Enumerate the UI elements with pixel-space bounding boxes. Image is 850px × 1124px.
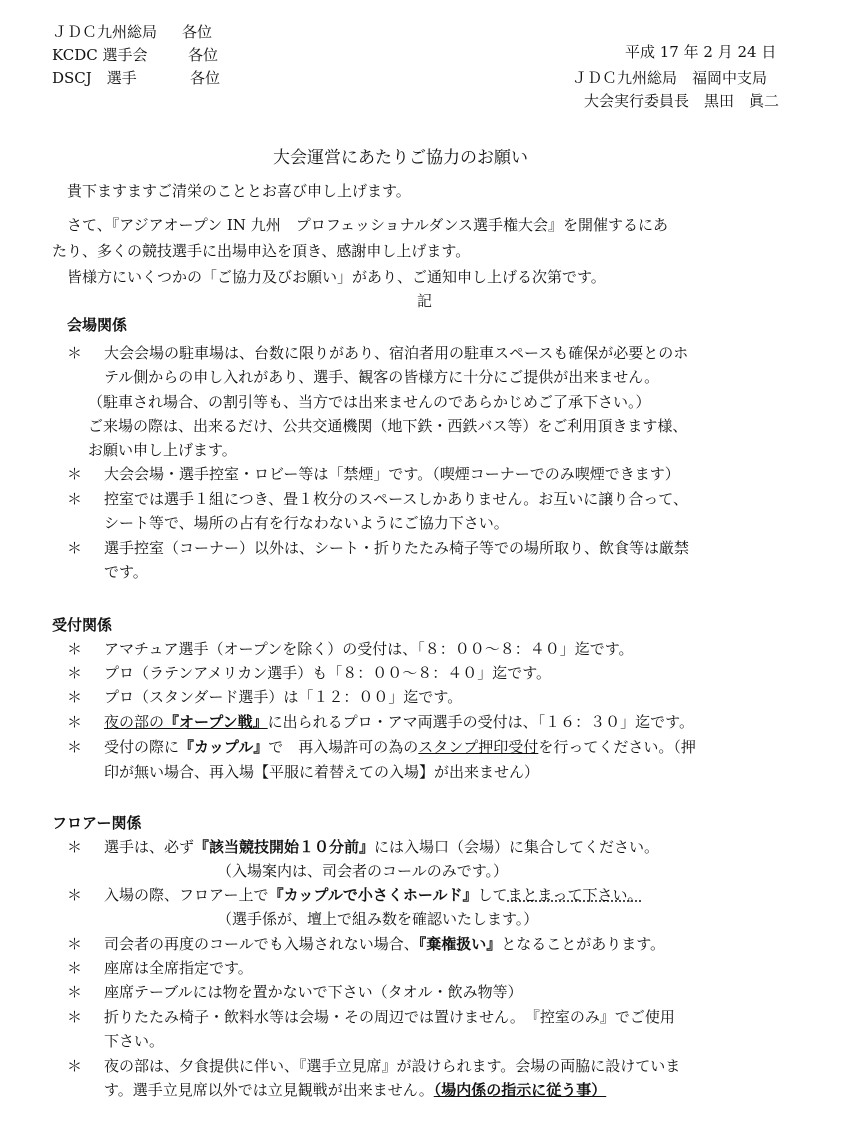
sender-name: 大会実行委員長 黒田 眞二 <box>584 92 780 110</box>
reception-item-1: アマチュア選手（オープンを除く）の受付は、「８：００～８：４０」迄です。 <box>104 640 634 658</box>
floor-item-3-pre: 司会者の再度のコールでも入場されない場合、 <box>104 935 419 953</box>
recipient-2: KCDC 選手会 <box>52 46 148 64</box>
recipient-2-suffix: 各位 <box>188 46 219 64</box>
bullet-icon: ＊ <box>67 1057 83 1075</box>
venue-item-1d: ご来場の際は、出来るだけ、公共交通機関（地下鉄・西鉄バス等）をご利用頂きます様、 <box>88 417 688 435</box>
floor-item-3-bold: 『棄権扱い』 <box>418 935 502 953</box>
reception-item-4-bold: 『オープン戦』 <box>164 713 268 731</box>
reception-item-5 <box>104 740 696 755</box>
bullet-icon: ＊ <box>67 959 83 977</box>
floor-item-1-bold: 『該当競技開始１０分前』 <box>194 838 375 856</box>
floor-item-1-pre: 選手は、必ず <box>104 838 195 856</box>
reception-item-4-pre: 夜の部の <box>104 713 165 731</box>
floor-item-2-pre: 入場の際、フロアー上で <box>104 886 269 904</box>
floor-item-1 <box>104 840 659 855</box>
floor-item-3 <box>104 937 665 952</box>
floor-item-5: 座席テーブルには物を置かないで下さい（タオル・飲み物等） <box>104 983 523 1001</box>
recipient-3-suffix: 各位 <box>190 69 221 87</box>
floor-item-1b: （入場案内は、司会者のコールのみです。） <box>217 862 509 880</box>
recipient-org: ＪＤＣ九州総局 <box>52 23 158 41</box>
reception-item-5-underline: スタンプ押印受付 <box>418 738 539 756</box>
floor-item-2-underline: まとまって下さい。 <box>507 886 643 904</box>
bullet-icon: ＊ <box>67 886 83 904</box>
bullet-icon: ＊ <box>67 738 83 756</box>
venue-item-4b: です。 <box>104 563 148 581</box>
floor-item-4: 座席は全席指定です。 <box>104 959 253 977</box>
venue-item-2: 大会会場・選手控室・ロビー等は「禁煙」です。（喫煙コーナーでのみ喫煙できます） <box>104 465 680 483</box>
bullet-icon: ＊ <box>67 983 83 1001</box>
bullet-icon: ＊ <box>67 713 83 731</box>
bullet-icon: ＊ <box>67 490 83 508</box>
venue-item-1b: テル側からの申し入れがあり、選手、観客の皆様方に十分にご提供が出来ません。 <box>104 368 660 386</box>
floor-item-7b-underline: （場内係の指示に従う事） <box>433 1081 607 1099</box>
venue-item-4a: 選手控室（コーナー）以外は、シート・折りたたみ椅子等での場所取り、飲食等は厳禁 <box>104 539 690 557</box>
floor-heading: フロアー関係 <box>52 814 142 832</box>
reception-item-5-pre: 受付の際に <box>104 738 180 756</box>
floor-item-3-post: となることがあります。 <box>501 935 666 953</box>
venue-item-1c: （駐車され場合、の割引等も、当方では出来ませんのであらかじめご了承下さい。） <box>88 393 651 411</box>
floor-item-7b-pre: す。選手立見席以外では立見観戦が出来ません。 <box>104 1081 434 1099</box>
intro-line-3: たり、多くの競技選手に出場申込を頂き、感謝申し上げます。 <box>52 242 471 260</box>
intro-line-4: 皆様方にいくつかの「ご協力及びお願い」があり、ご通知申し上げる次第です。 <box>67 268 606 286</box>
bullet-icon: ＊ <box>67 838 83 856</box>
reception-item-5-post: を行ってください。（押 <box>538 738 696 756</box>
bullet-icon: ＊ <box>67 640 83 658</box>
bullet-icon: ＊ <box>67 539 83 557</box>
reception-item-4-post: に出られるプロ・アマ両選手の受付は、「１６：３０」迄です。 <box>267 713 694 731</box>
floor-item-2b: （選手係が、壇上で組み数を確認いたします。） <box>217 910 539 928</box>
venue-item-1e: お願い申し上げます。 <box>88 441 237 459</box>
reception-item-5-mid: で 再入場許可の為の <box>268 738 419 756</box>
sender-org: ＪＤＣ九州総局 福岡中支局 <box>572 69 768 87</box>
floor-item-2-bold: 『カップルで小さくホールド』 <box>268 886 478 904</box>
venue-item-3a: 控室では選手１組につき、畳１枚分のスペースしかありません。お互いに譲り合って、 <box>104 490 688 508</box>
floor-item-1-post: には入場口（会場）に集合してください。 <box>374 838 660 856</box>
reception-item-5-bold: 『カップル』 <box>179 738 269 756</box>
recipient-1-suffix: 各位 <box>182 23 213 41</box>
reception-item-2: プロ（ラテンアメリカン選手）も「８：００～８：４０」迄です。 <box>104 664 552 682</box>
intro-line-2: さて、『アジアオープン IN 九州 プロフェッショナルダンス選手権大会』を開催するにあ <box>67 216 668 234</box>
reception-item-5b: 印が無い場合、再入場【平服に着替えての入場】が出来ません） <box>104 763 540 781</box>
bullet-icon: ＊ <box>67 465 83 483</box>
floor-item-6a: 折りたたみ椅子・飲料水等は会場・その周辺では置けません。 『控室のみ』でご使用 <box>104 1008 675 1026</box>
venue-item-3b: シート等で、場所の占有を行なわないようにご協力下さい。 <box>104 514 509 532</box>
floor-item-2 <box>104 888 643 903</box>
floor-item-2-mid: して <box>477 886 508 904</box>
reception-heading: 受付関係 <box>52 616 113 634</box>
bullet-icon: ＊ <box>67 664 83 682</box>
intro-line-1: 貴下ますますご清栄のこととお喜び申し上げます。 <box>67 182 411 200</box>
ki-marker: 記 <box>417 292 433 310</box>
venue-heading: 会場関係 <box>67 316 128 334</box>
bullet-icon: ＊ <box>67 1008 83 1026</box>
floor-item-7a: 夜の部は、夕食提供に伴い、『選手立見席』が設けられます。会場の両脇に設けていま <box>104 1057 681 1075</box>
floor-item-6b: 下さい。 <box>104 1032 165 1050</box>
recipient-1 <box>52 25 157 40</box>
reception-item-4 <box>104 715 694 730</box>
letter-date: 平成 17 年 2 月 24 日 <box>625 43 777 61</box>
bullet-icon: ＊ <box>67 688 83 706</box>
bullet-icon: ＊ <box>67 935 83 953</box>
floor-item-7b <box>104 1083 606 1098</box>
reception-item-3: プロ（スタンダード選手）は「１２：００」迄です。 <box>104 688 463 706</box>
venue-item-1a: 大会会場の駐車場は、台数に限りがあり、宿泊者用の駐車スペースも確保が必要とのホ <box>104 344 689 362</box>
bullet-icon: ＊ <box>67 344 83 362</box>
recipient-3: DSCJ 選手 <box>52 69 137 87</box>
document-title: 大会運営にあたりご協力のお願い <box>273 148 528 168</box>
